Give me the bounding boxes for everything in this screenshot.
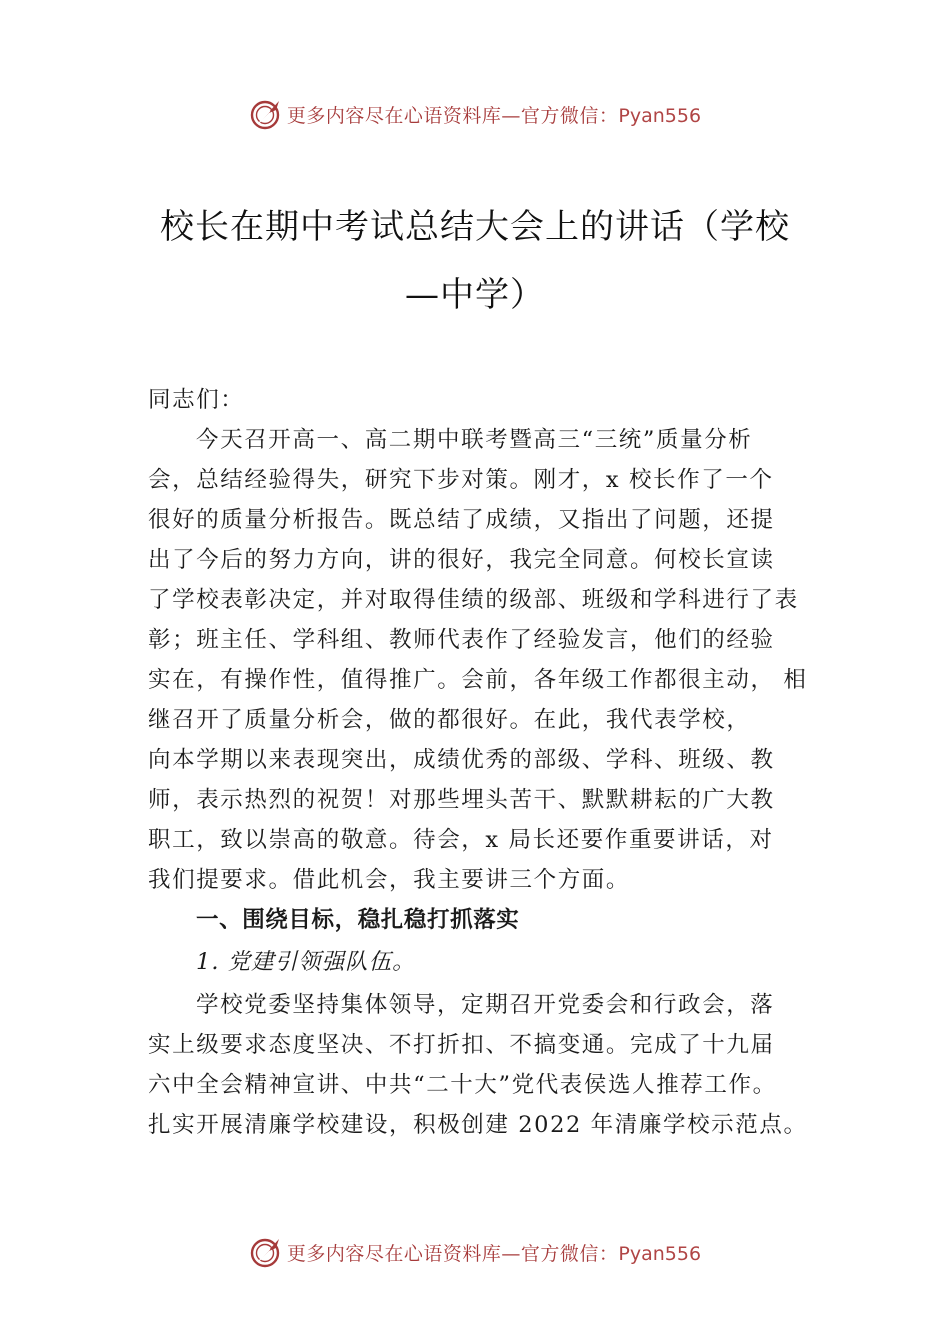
paragraph-line: 我们提要求。借此机会，我主要讲三个方面。 bbox=[148, 867, 631, 893]
paragraph-line: 很好的质量分析报告。既总结了成绩，又指出了问题，还提 bbox=[148, 507, 775, 533]
paragraph-line: 实上级要求态度坚决、不打折扣、不搞变通。完成了十九届 bbox=[148, 1032, 775, 1058]
paragraph-line: 彰；班主任、学科组、教师代表作了经验发言，他们的经验 bbox=[148, 627, 775, 653]
header-watermark bbox=[0, 94, 950, 134]
paragraph-line: 出了今后的努力方向，讲的很好，我完全同意。何校长宣读 bbox=[148, 547, 775, 573]
paragraph-line: 师，表示热烈的祝贺！对那些埋头苦干、默默耕耘的广大教 bbox=[148, 787, 775, 813]
greeting: 同志们： bbox=[148, 387, 245, 413]
paragraph-line: 扎实开展清廉学校建设，积极创建 2022 年清廉学校示范点。 bbox=[148, 1112, 808, 1138]
paragraph-line: 今天召开高一、高二期中联考暨高三“三统”质量分析 bbox=[196, 427, 753, 453]
document-title-continued: —中学） bbox=[405, 275, 545, 315]
paragraph-line: 实在，有操作性，值得推广。会前，各年级工作都很主动， 相 bbox=[148, 667, 808, 693]
watermark-text: 更多内容尽在心语资料库—官方微信：Pyan556 bbox=[286, 104, 702, 127]
paragraph-line: 继召开了质量分析会，做的都很好。在此，我代表学校， bbox=[148, 707, 751, 733]
paragraph-line: 会，总结经验得失，研究下步对策。刚才，x 校长作了一个 bbox=[148, 467, 774, 493]
footer-watermark bbox=[0, 1232, 950, 1272]
watermark-text: 更多内容尽在心语资料库—官方微信：Pyan556 bbox=[286, 1242, 702, 1265]
paragraph-line: 向本学期以来表现突出，成绩优秀的部级、学科、班级、教 bbox=[148, 747, 775, 773]
paragraph-line: 了学校表彰决定，并对取得佳绩的级部、班级和学科进行了表 bbox=[148, 587, 799, 613]
subsection-heading: 1. 党建引领强队伍。 bbox=[196, 949, 416, 975]
paragraph-line: 学校党委坚持集体领导，定期召开党委会和行政会，落 bbox=[196, 992, 775, 1018]
wechat-id: Pyan556 bbox=[618, 1242, 702, 1265]
quill-logo-icon bbox=[249, 97, 283, 131]
paragraph-line: 职工，致以崇高的敬意。待会，x 局长还要作重要讲话，对 bbox=[148, 827, 774, 853]
document-title: 校长在期中考试总结大会上的讲话（学校 bbox=[160, 207, 790, 247]
paragraph-line: 六中全会精神宣讲、中共“二十大”党代表侯选人推荐工作。 bbox=[148, 1072, 777, 1098]
section-heading: 一、围绕目标，稳扎稳打抓落实 bbox=[196, 907, 520, 933]
quill-logo-icon bbox=[249, 1235, 283, 1269]
wechat-id: Pyan556 bbox=[618, 104, 702, 127]
